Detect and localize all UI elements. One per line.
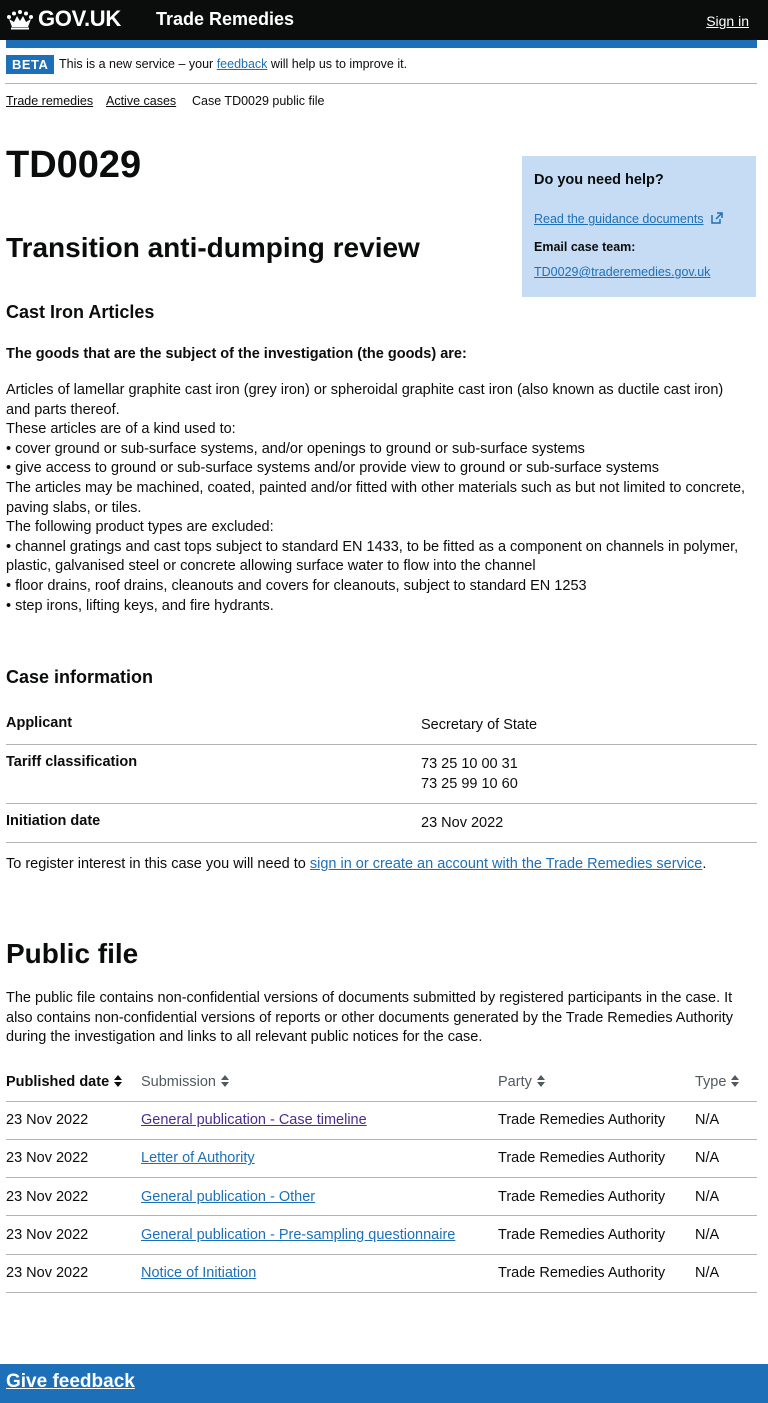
sort-active-icon bbox=[113, 1074, 123, 1088]
feedback-bar bbox=[0, 1364, 768, 1403]
case-id-heading: TD0029 bbox=[6, 144, 142, 186]
cell-date: 23 Nov 2022 bbox=[6, 1139, 141, 1177]
sort-icon bbox=[220, 1074, 230, 1088]
cell-submission bbox=[141, 1101, 498, 1139]
case-info-row bbox=[6, 706, 757, 745]
goods-line: The following product types are excluded: bbox=[6, 519, 274, 536]
beta-tag: BETA bbox=[6, 55, 54, 74]
column-header-party[interactable] bbox=[498, 1064, 695, 1101]
column-header-published-date[interactable] bbox=[6, 1064, 141, 1101]
case-info-key: Tariff classification bbox=[6, 754, 138, 770]
breadcrumb-active-cases[interactable]: Active cases bbox=[106, 94, 177, 108]
public-file-heading: Public file bbox=[6, 938, 139, 969]
submission-link[interactable]: General publication - Case timeline bbox=[141, 1112, 367, 1129]
breadcrumb-current: Case TD0029 public file bbox=[192, 94, 325, 108]
cell-party: Trade Remedies Authority bbox=[498, 1216, 695, 1254]
register-interest-text bbox=[6, 856, 706, 872]
column-header-type[interactable] bbox=[695, 1064, 757, 1101]
email-case-team-label: Email case team: bbox=[534, 240, 636, 254]
breadcrumb-trade-remedies[interactable]: Trade remedies bbox=[6, 94, 94, 108]
column-header-label: Published date bbox=[6, 1074, 110, 1091]
goods-line: • channel gratings and cast tops subject to standard EN 1433, to be fitted as a component on channels in polymer, plastic, galvanised steel or concrete allowing surface water to flow into the channel bbox=[6, 538, 739, 575]
goods-line: Articles of lamellar graphite cast iron (grey iron) or spheroidal graphite cast iron (also known as ductile cast iron) and parts thereof. bbox=[6, 382, 724, 418]
goods-line: • cover ground or sub-surface systems, and/or openings to ground or sub-surface systems bbox=[6, 440, 585, 457]
submission-link[interactable]: Notice of Initiation bbox=[141, 1265, 257, 1282]
case-information-list bbox=[6, 706, 757, 843]
case-info-key: Applicant bbox=[6, 715, 73, 731]
phase-banner bbox=[5, 48, 757, 84]
help-panel bbox=[522, 156, 756, 297]
cell-type: N/A bbox=[695, 1101, 757, 1139]
give-feedback-link[interactable]: Give feedback bbox=[6, 1371, 135, 1392]
sign-in-link[interactable]: Sign in bbox=[706, 13, 749, 29]
cell-type: N/A bbox=[695, 1139, 757, 1177]
cell-type: N/A bbox=[695, 1178, 757, 1216]
cell-submission bbox=[141, 1178, 498, 1216]
cell-submission bbox=[141, 1216, 498, 1254]
goods-line: • floor drains, roof drains, cleanouts and covers for cleanouts, subject to standard EN 1253 bbox=[6, 577, 587, 594]
column-header-label: Party bbox=[498, 1074, 532, 1091]
goods-line: The articles may be machined, coated, painted and/or fitted with other materials such as but not limited to concrete, paving slabs, or tiles. bbox=[6, 479, 746, 516]
table-row bbox=[6, 1216, 757, 1254]
case-info-value: 73 25 10 00 31 73 25 99 10 60 bbox=[421, 756, 518, 792]
phase-text-before: This is a new service – your bbox=[59, 57, 217, 71]
sort-icon bbox=[536, 1074, 546, 1088]
public-file-description: The public file contains non-confidential versions of documents submitted by registered participants in the case. It also contains non-confidential versions of reports or other documents generated by the Trade Remedies Authority during the investigation and links to all relevant public notices for the case. bbox=[6, 990, 734, 1046]
cell-date: 23 Nov 2022 bbox=[6, 1216, 141, 1254]
table-header-row bbox=[6, 1064, 757, 1101]
submission-link[interactable]: General publication - Pre-sampling questionnaire bbox=[141, 1227, 456, 1244]
case-info-key: Initiation date bbox=[6, 813, 101, 829]
public-file-table bbox=[6, 1064, 757, 1293]
case-team-email-link[interactable]: TD0029@traderemedies.gov.uk bbox=[534, 265, 711, 279]
cell-party: Trade Remedies Authority bbox=[498, 1101, 695, 1139]
service-name-link[interactable]: Trade Remedies bbox=[156, 9, 295, 29]
goods-heading: The goods that are the subject of the investigation (the goods) are: bbox=[6, 346, 467, 362]
sort-icon bbox=[730, 1074, 740, 1088]
case-information-heading: Case information bbox=[6, 667, 154, 687]
help-heading: Do you need help? bbox=[534, 172, 664, 188]
column-header-submission[interactable] bbox=[141, 1064, 498, 1101]
case-info-row bbox=[6, 745, 757, 804]
crown-icon bbox=[6, 10, 34, 30]
external-link-icon bbox=[711, 212, 723, 224]
goods-line: • give access to ground or sub-surface systems and/or provide view to ground or sub-surface systems bbox=[6, 460, 660, 477]
column-header-label: Submission bbox=[141, 1074, 216, 1091]
column-header-label: Type bbox=[695, 1074, 727, 1091]
table-row bbox=[6, 1101, 757, 1139]
submission-link[interactable]: Letter of Authority bbox=[141, 1150, 255, 1167]
case-type-heading: Transition anti-dumping review bbox=[6, 232, 420, 263]
phase-text-after: will help us to improve it. bbox=[267, 57, 408, 71]
table-row bbox=[6, 1178, 757, 1216]
cell-type: N/A bbox=[695, 1254, 757, 1292]
case-info-value: 23 Nov 2022 bbox=[421, 815, 504, 831]
site-header bbox=[0, 0, 768, 40]
cell-type: N/A bbox=[695, 1216, 757, 1254]
cell-party: Trade Remedies Authority bbox=[498, 1178, 695, 1216]
case-info-value: Secretary of State bbox=[421, 717, 538, 733]
sign-in-create-account-link[interactable]: sign in or create an account with the Trade Remedies service bbox=[309, 856, 703, 872]
cell-date: 23 Nov 2022 bbox=[6, 1101, 141, 1139]
register-text-before: To register interest in this case you will need to bbox=[6, 856, 310, 872]
table-row bbox=[6, 1254, 757, 1292]
cell-party: Trade Remedies Authority bbox=[498, 1254, 695, 1292]
cell-date: 23 Nov 2022 bbox=[6, 1178, 141, 1216]
table-row bbox=[6, 1139, 757, 1177]
submission-link[interactable]: General publication - Other bbox=[141, 1188, 316, 1205]
register-text-after: . bbox=[702, 856, 707, 872]
cell-submission bbox=[141, 1254, 498, 1292]
feedback-link[interactable]: feedback bbox=[216, 57, 268, 71]
cell-party: Trade Remedies Authority bbox=[498, 1139, 695, 1177]
cell-submission bbox=[141, 1139, 498, 1177]
goods-line: • step irons, lifting keys, and fire hydrants. bbox=[6, 597, 274, 614]
govuk-logo-link[interactable]: GOV.UK bbox=[38, 6, 121, 31]
phase-banner-text bbox=[59, 57, 407, 71]
header-blue-bar bbox=[6, 40, 757, 48]
case-info-row bbox=[6, 804, 757, 843]
product-heading: Cast Iron Articles bbox=[6, 302, 155, 322]
cell-date: 23 Nov 2022 bbox=[6, 1254, 141, 1292]
goods-line: These articles are of a kind used to: bbox=[6, 421, 236, 438]
guidance-documents-link[interactable]: Read the guidance documents bbox=[534, 212, 704, 226]
goods-description bbox=[6, 381, 751, 616]
